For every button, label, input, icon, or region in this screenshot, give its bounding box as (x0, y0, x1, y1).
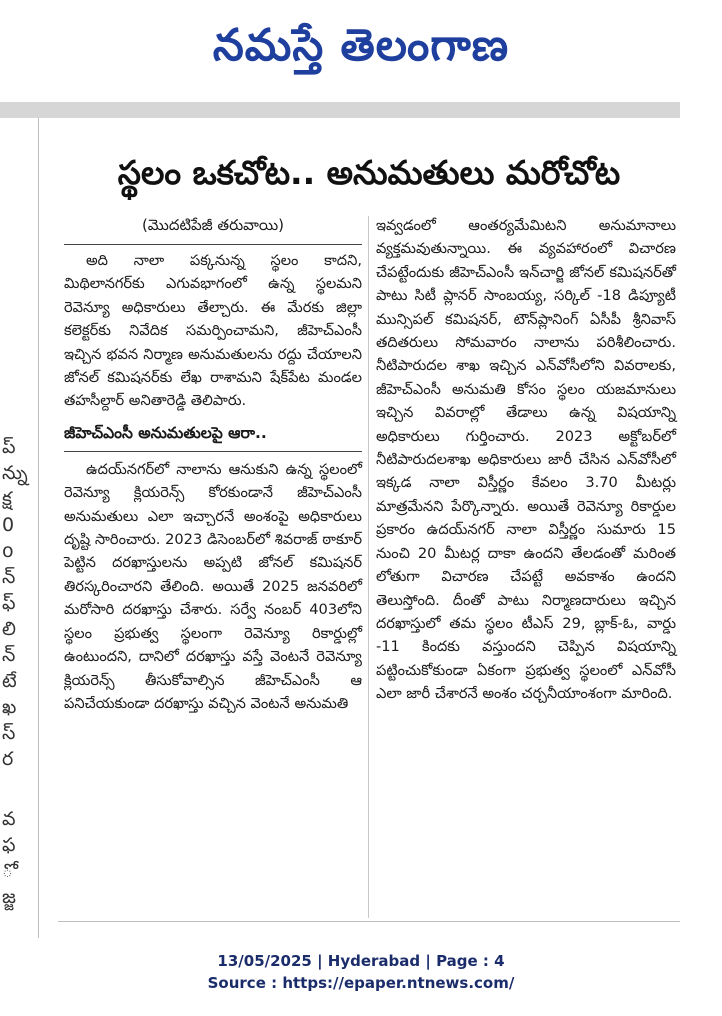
news-article (58, 140, 680, 920)
article-column-right (376, 214, 676, 706)
edge-fragment: క్ష (2, 488, 12, 510)
page-footer (0, 950, 722, 994)
edge-fragment: స్ (2, 722, 16, 744)
article-headline: స్థలం ఒకచోట.. అనుమతులు మరోచోట (117, 153, 621, 192)
edge-fragment: వ (2, 808, 16, 830)
edge-fragment: ఫ (2, 834, 16, 856)
edge-fragment: టే (2, 670, 17, 692)
article-paragraph: ఉదయ్‌నగర్‌లో నాలాను ఆనుకుని ఉన్న స్థలంలో రెవెన్యూ క్లియరెన్స్‌ కోరకుండానే జీహెచ్‌ఎంసీ అనుమతులు ఎలా ఇచ్చారనే అంశంపై అధికారులు దృష్టి సారించారు. 2023 డిసెంబర్‌లో శివరాజ్‌ ఠాకూర్‌ పెట్టిన దరఖాస్తులను అప్పటి జోనల్‌ కమిషనర్‌ తిరస్కరించారని తేలింది. అయితే 2025 జనవరిలో మరోసారి దరఖాస్తు చేశారు. సర్వే నంబర్‌ 403లోని స్థలం ప్రభుత్వ స్థలంగా రెవెన్యూ రికార్డుల్లో ఉంటుందని, దానిలో దరఖాస్తు వస్తే వెంటనే రెవెన్యూ క్లియరెన్స్‌ తీసుకోవాల్సిన జీహెచ్‌ఎంసీ ఆ పనిచేయకుండా దరఖాస్తు వచ్చిన వెంటనే అనుమతి (64, 460, 362, 712)
footer-date-edition: 13/05/2025 | Hyderabad | Page : 4 (217, 952, 505, 970)
edge-fragment: ఖ (2, 696, 17, 718)
edge-fragment: జ్జ (2, 886, 16, 908)
edge-fragment: ప్ (2, 436, 16, 458)
continued-from-page-label: (మొదటిపేజీ తరువాయి) (64, 214, 362, 245)
edge-fragment: లి (2, 618, 16, 640)
newspaper-logo-title: నమస్తే తెలంగాణ (212, 20, 510, 71)
header-divider-bar (0, 102, 680, 118)
footer-source-link[interactable]: Source : https://epaper.ntnews.com/ (207, 974, 515, 992)
edge-fragment: ఫ్ (2, 592, 16, 614)
edge-fragment: న్ను (2, 462, 28, 484)
edge-fragment: 0 (2, 514, 15, 536)
masthead (0, 0, 722, 102)
edge-fragment: ర (2, 748, 14, 770)
article-bottom-rule (58, 921, 680, 922)
article-paragraph: అది నాలా పక్కనున్న స్థలం కాదని, మిథిలానగర్‌కు ఎగువభాగంలో ఉన్న స్థలమని రెవెన్యూ అధికారులు తేల్చారు. ఈ మేరకు జిల్లా కలెక్టర్‌కు నివేదిక సమర్పించామని, జీహెచ్‌ఎంసీ ఇచ్చిన భవన నిర్మాణ అనుమతులను రద్దు చేయాలని జోనల్‌ కమిషనర్‌కు లేఖ రాశామని షేక్‌పేట మండల తహసీల్దార్‌ అనితారెడ్డి తెలిపారు. (64, 252, 362, 410)
article-column-left (64, 214, 362, 715)
edge-fragment: న్ (2, 566, 16, 588)
edge-fragment: o (2, 540, 14, 562)
adjacent-column-edge (0, 118, 39, 938)
article-paragraph: ఇవ్వడంలో ఆంతర్యమేమిటని అనుమానాలు వ్యక్తమవుతున్నాయి. ఈ వ్యవహారంలో విచారణ చేపట్టేందుకు జీహెచ్‌ఎంసీ ఇన్‌చార్జి జోనల్‌ కమిషనర్‌తో పాటు సిటీ ప్లానర్‌ సాంబయ్య, సర్కిల్‌ -18 డిప్యూటీ మున్సిపల్‌ కమిషనర్‌, టౌన్‌ప్లానింగ్‌ ఏసీపీ శ్రీనివాస్‌ తదితరులు సోమవారం నాలాను పరిశీలించారు. నీటిపారుదల శాఖ ఇచ్చిన ఎన్‌వోసీలోని వివరాలకు, జీహెచ్‌ఎంసీ అనుమతి కోసం స్థలం యజమానులు ఇచ్చిన వివరాల్లో తేడాలు ఉన్న విషయాన్ని అధికారులు గుర్తించారు. 2023 అక్టోబర్‌లో నీటిపారుదలశాఖ అధికారులు జారీ చేసిన ఎన్‌వోసీలో ఇక్కడ నాలా విస్తీర్ణం కేవలం 3.70 మీటర్లు మాత్రమేనని పేర్కొన్నారు. అయితే రెవెన్యూ రికార్డుల ప్రకారం ఉదయ్‌నగర్‌ నాలా విస్తీర్ణం సుమారు 15 నుంచి 20 మీటర్ల దాకా ఉందని తేలడంతో మరింత లోతుగా విచారణ చేపట్టే అవకాశం ఉందని తెలుస్తోంది. దీంతో పాటు నిర్మాణదారులు ఇచ్చిన దరఖాస్తులో తమ స్థలం టీఎస్‌ 29, బ్లాక్‌-ఓ, వార్డు -11 కిందకు వస్తుందని చెప్పిన విషయాన్ని పట్టించుకోకుండా ఏకంగా ప్రభుత్వ స్థలంలో ఎన్‌వోసీ ఎలా జారీ చేశారనే అంశం చర్చనీయాంశంగా మారింది. (376, 217, 676, 703)
edge-fragment: ో (2, 860, 13, 882)
article-subheading: జీహెచ్‌ఎంసీ అనుమతులపై ఆరా.. (64, 421, 362, 452)
column-divider (368, 216, 369, 918)
edge-fragment: న్ (2, 644, 16, 666)
